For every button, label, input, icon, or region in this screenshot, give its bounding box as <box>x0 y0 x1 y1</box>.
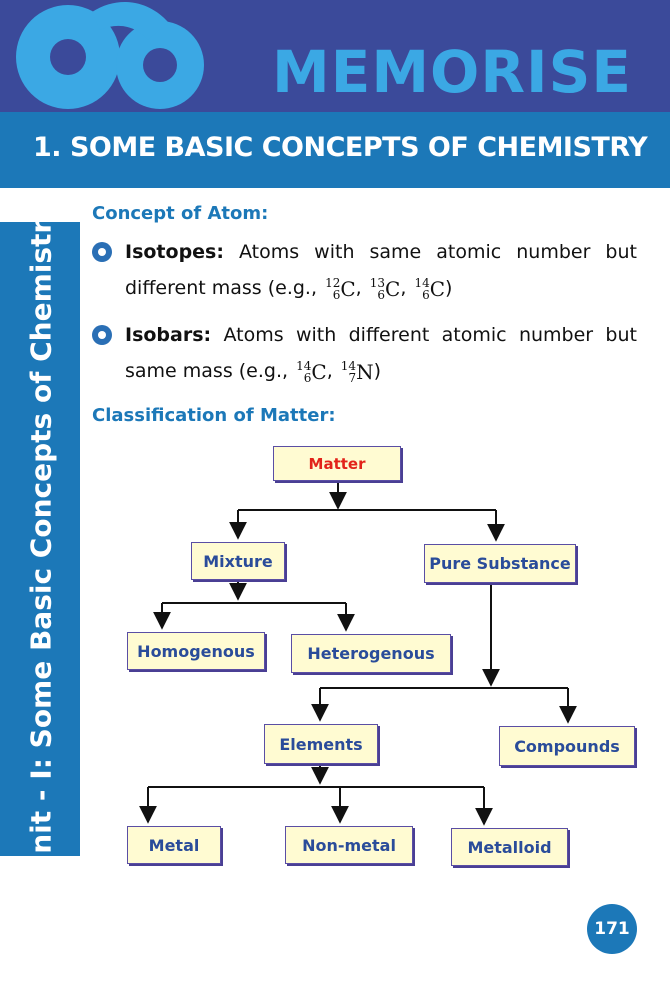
page-number: 171 <box>587 904 637 954</box>
chapter-title: 1. SOME BASIC CONCEPTS OF CHEMISTRY <box>33 132 648 163</box>
node-compounds: Compounds <box>499 726 635 766</box>
node-elements: Elements <box>264 724 378 764</box>
element-symbol: C <box>385 276 401 301</box>
mass-number: 14 <box>414 275 430 290</box>
element-symbol: C <box>311 359 327 384</box>
atomic-number: 7 <box>348 370 357 385</box>
atomic-number: 6 <box>377 287 386 302</box>
element-symbol: C <box>340 276 356 301</box>
atomic-number: 6 <box>332 287 341 302</box>
node-metal: Metal <box>127 826 221 864</box>
atomic-number: 6 <box>422 287 430 302</box>
node-mixture: Mixture <box>191 542 285 580</box>
brand-title: MEMORISE <box>272 38 632 106</box>
mass-number: 12 <box>325 275 341 290</box>
mass-number: 14 <box>296 358 312 373</box>
node-non-metal: Non-metal <box>285 826 413 864</box>
isotopes-paragraph: Isotopes: Atoms with same atomic number but different mass (e.g., 12 6 C, 13 6 C, 14 6 C) <box>125 241 637 302</box>
mass-number: 13 <box>369 275 386 290</box>
node-heterogenous: Heterogenous <box>291 634 451 673</box>
mass-number: 14 <box>340 358 357 373</box>
close-paren: ) <box>445 277 453 299</box>
element-symbol: N <box>356 359 374 384</box>
close-paren: ) <box>373 360 381 382</box>
unit-side-label: Unit - I: Some Basic Concepts of Chemistry <box>24 201 58 877</box>
node-homogenous: Homogenous <box>127 632 265 670</box>
element-symbol: C <box>429 276 446 301</box>
isotopes-text: Atoms with same atomic number but different mass (e.g., <box>125 241 637 299</box>
isobars-term: Isobars: <box>125 324 212 346</box>
isotopes-term: Isotopes: <box>125 241 224 263</box>
node-metalloid: Metalloid <box>451 828 568 866</box>
node-pure-substance: Pure Substance <box>424 544 576 583</box>
node-matter: Matter <box>273 446 401 481</box>
isobars-text: Atoms with different atomic number but same mass (e.g., <box>125 324 637 382</box>
isobars-paragraph: Isobars: Atoms with different atomic number but same mass (e.g., 14 6 C, 14 7 N) <box>125 324 637 385</box>
classification-heading: Classification of Matter: <box>92 405 336 426</box>
atomic-number: 6 <box>303 370 312 385</box>
concept-of-atom-heading: Concept of Atom: <box>92 203 269 224</box>
